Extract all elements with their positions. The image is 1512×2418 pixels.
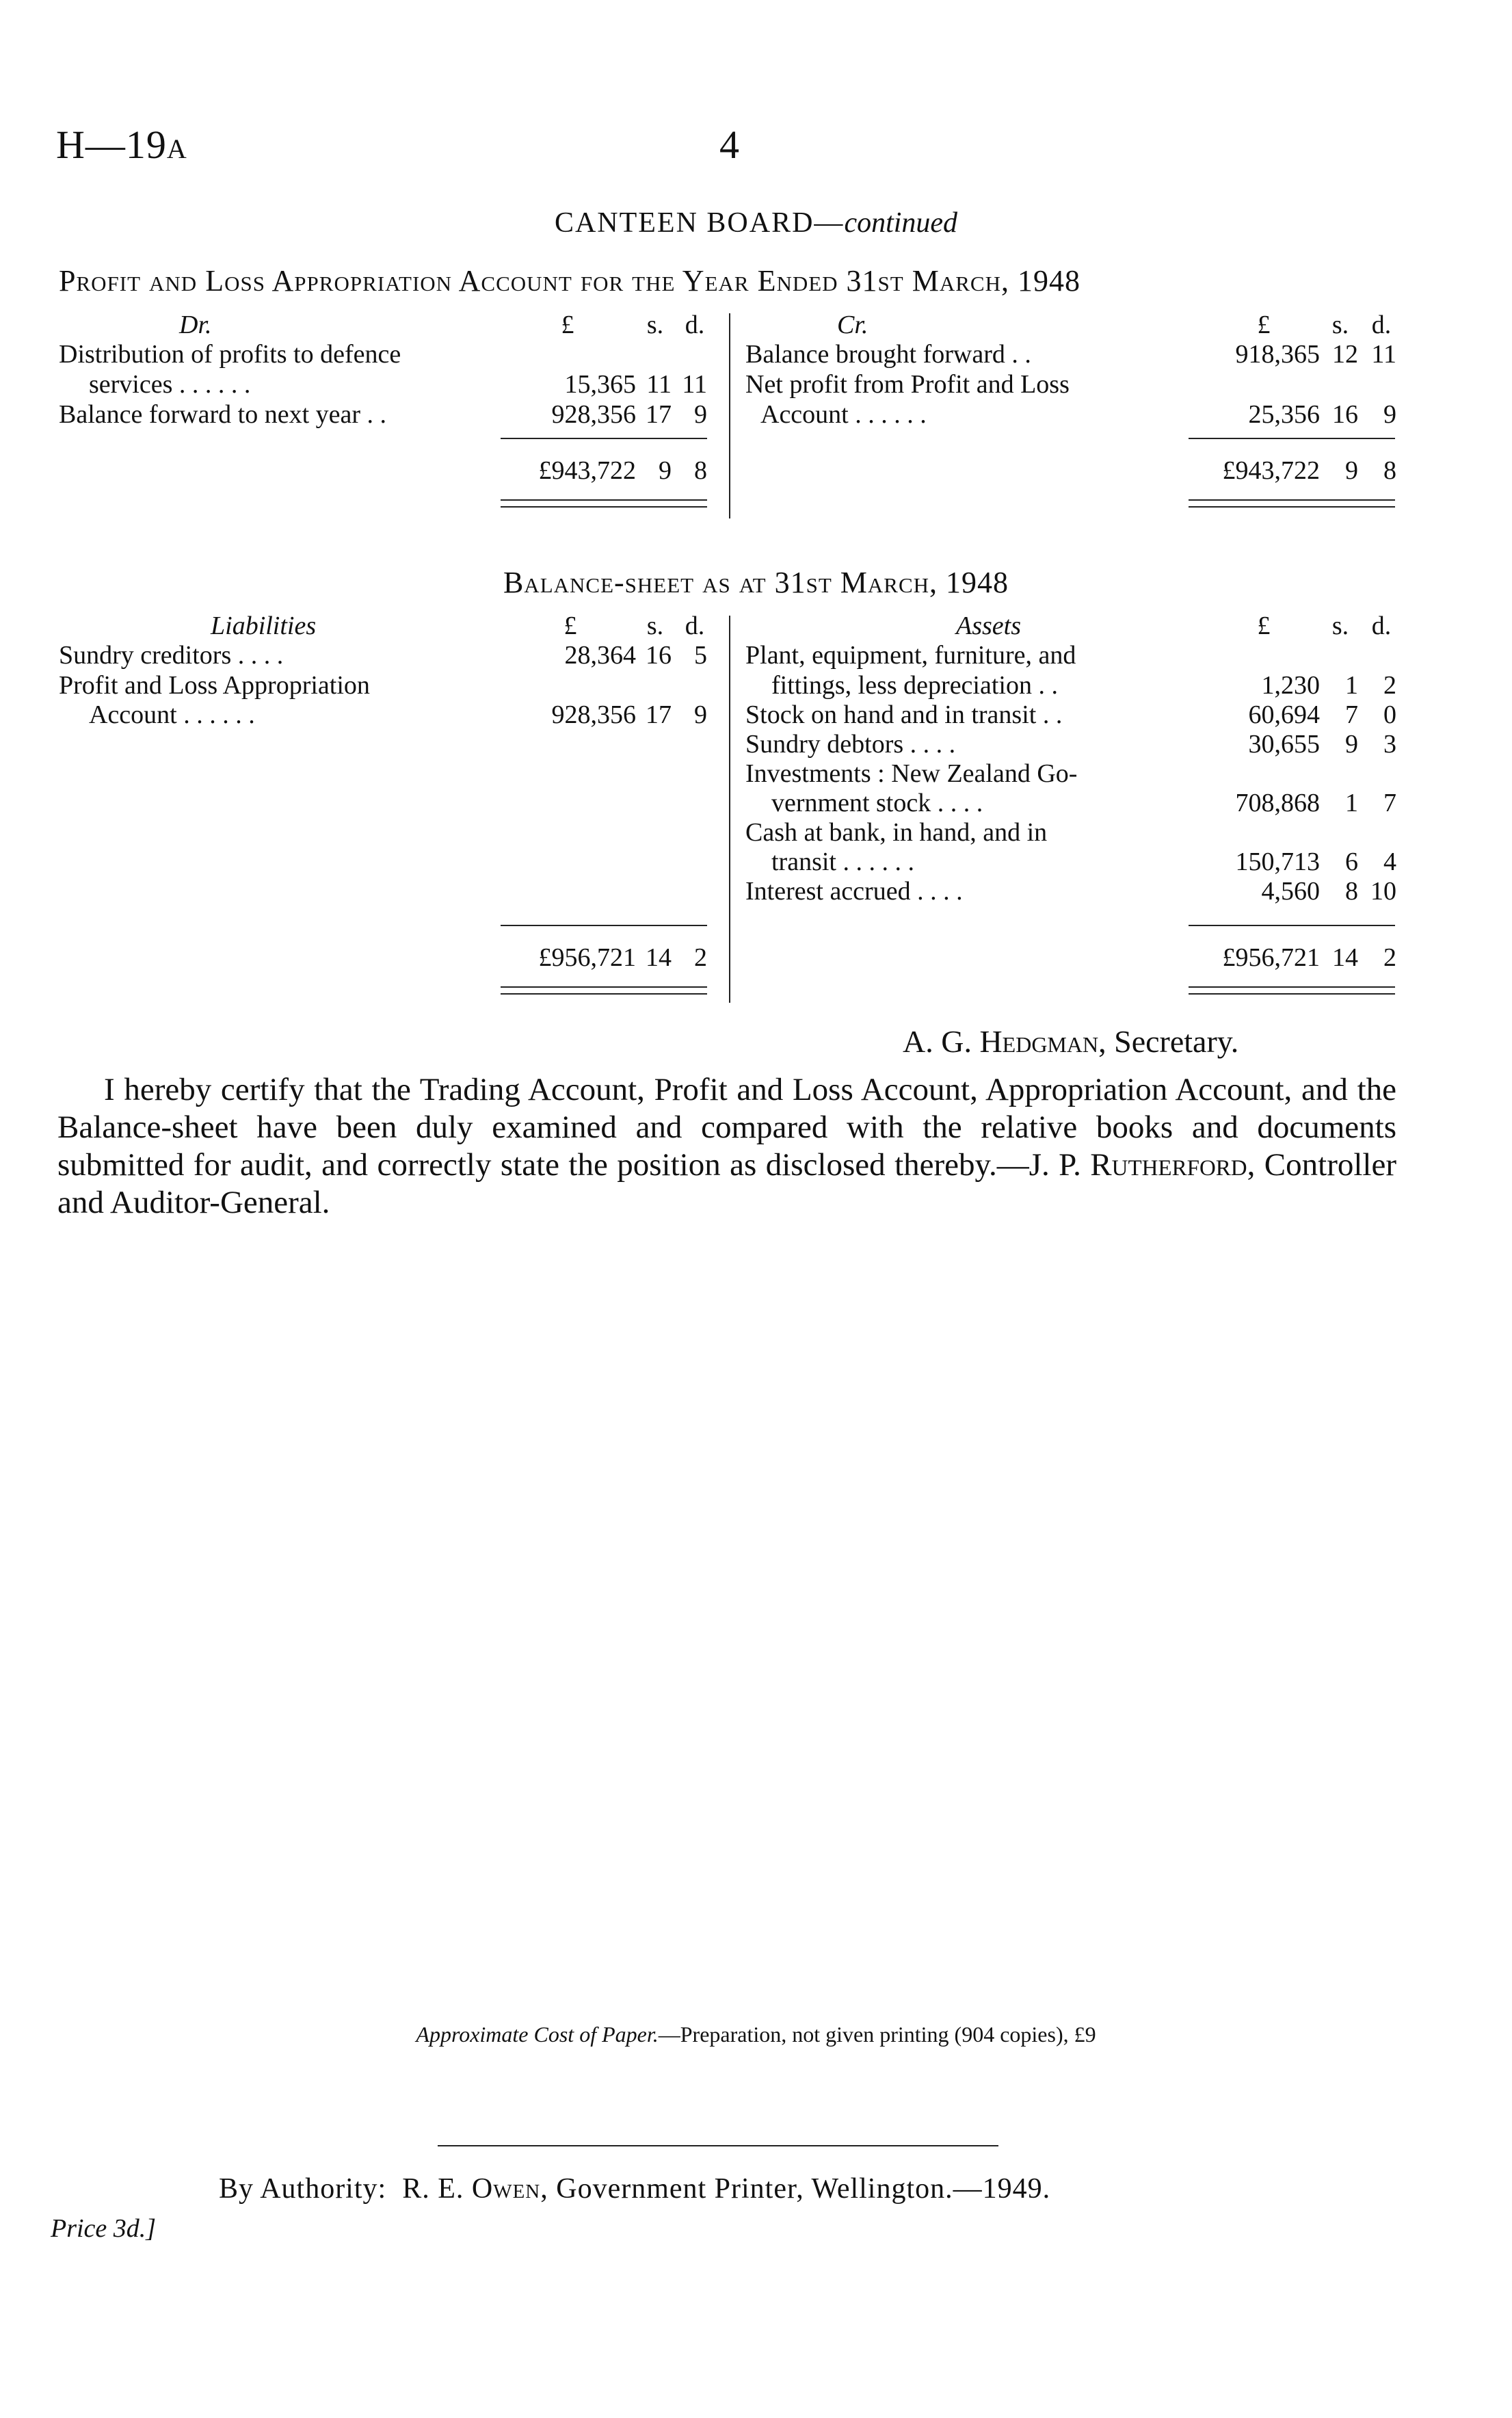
cr-total-rule-2 bbox=[1189, 506, 1395, 508]
asset-row-1-d: 2 bbox=[1383, 671, 1396, 700]
asset-row-3-s: 9 bbox=[1345, 730, 1358, 759]
dr-heading: Dr. bbox=[179, 311, 212, 339]
asset-row-1-line1: Plant, equipment, furniture, and bbox=[745, 641, 1076, 670]
asset-row-6-line1: Interest accrued . . . . bbox=[745, 877, 963, 906]
cr-row-1-d: 11 bbox=[1371, 340, 1396, 369]
auditor-role: , Controller and Auditor-General. bbox=[57, 1147, 1396, 1220]
dr-total-pound: £943,722 bbox=[538, 456, 636, 485]
board-title: CANTEEN BOARD—continued bbox=[554, 207, 958, 239]
asset-row-1-s: 1 bbox=[1345, 671, 1358, 700]
liab-col-d: d. bbox=[685, 612, 705, 640]
certificate-text: I hereby certify that the Trading Account, Profit and Loss Account, Appropriation Account, and the Balance-sheet have been duly examined and compared with the relative books and documents submitted for audit, and correctly state the position as disclosed thereby.— bbox=[57, 1072, 1396, 1183]
assets-subtotal-rule bbox=[1189, 925, 1395, 926]
asset-row-5-pound: 150,713 bbox=[1235, 847, 1320, 876]
cr-row-2-pound: 25,356 bbox=[1248, 400, 1320, 429]
dr-subtotal-rule bbox=[501, 438, 707, 439]
cr-row-2-s: 16 bbox=[1332, 400, 1358, 429]
cr-subtotal-rule bbox=[1189, 438, 1395, 439]
liab-col-s: s. bbox=[646, 612, 664, 640]
asset-row-5-d: 4 bbox=[1383, 847, 1396, 876]
dr-row-1-s: 11 bbox=[646, 370, 672, 399]
cr-total-rule-1 bbox=[1189, 499, 1395, 501]
asset-row-5-line2: transit . . . . . . bbox=[771, 847, 914, 876]
liabilities-heading: Liabilities bbox=[211, 612, 317, 640]
liab-row-1-d: 5 bbox=[694, 641, 707, 670]
cr-col-s: s. bbox=[1331, 311, 1349, 339]
cr-heading: Cr. bbox=[837, 311, 868, 339]
liab-total-rule-1 bbox=[501, 986, 707, 988]
asset-row-1-line2: fittings, less depreciation . . bbox=[771, 671, 1058, 700]
secretary-signature: A. G. Hedgman, Secretary. bbox=[903, 1024, 1239, 1059]
balance-sheet-title: Balance-sheet as at 31st March, 1948 bbox=[503, 566, 1009, 599]
dr-total-rule-1 bbox=[501, 499, 707, 501]
liab-total-pound: £956,721 bbox=[538, 943, 636, 972]
cr-row-1-pound: 918,365 bbox=[1235, 340, 1320, 369]
liab-row-2-line2: Account . . . . . . bbox=[89, 700, 255, 729]
pl-account-title: Profit and Loss Appropriation Account for the Year Ended 31st March, 1948 bbox=[59, 264, 1080, 298]
dr-row-1-line2: services . . . . . . bbox=[89, 370, 251, 399]
dr-row-2-line1: Balance forward to next year . . bbox=[59, 400, 387, 429]
assets-total-rule-2 bbox=[1189, 993, 1395, 995]
cr-total-pound: £943,722 bbox=[1222, 456, 1320, 485]
dr-row-1-d: 11 bbox=[682, 370, 707, 399]
asset-row-1-pound: 1,230 bbox=[1261, 671, 1320, 700]
cr-col-pound: £ bbox=[1257, 311, 1271, 339]
assets-col-s: s. bbox=[1331, 612, 1349, 640]
asset-row-4-line2: vernment stock . . . . bbox=[771, 789, 983, 817]
cr-col-d: d. bbox=[1371, 311, 1392, 339]
dr-total-rule-2 bbox=[501, 506, 707, 508]
asset-row-4-d: 7 bbox=[1383, 789, 1396, 817]
assets-col-pound: £ bbox=[1257, 612, 1271, 640]
dr-row-1-pound: 15,365 bbox=[564, 370, 636, 399]
dr-row-1-line1: Distribution of profits to defence bbox=[59, 340, 401, 369]
dr-total-d: 8 bbox=[694, 456, 707, 485]
cr-row-2-line1: Net profit from Profit and Loss bbox=[745, 370, 1070, 399]
cost-of-paper: Approximate Cost of Paper.—Preparation, not given printing (904 copies), £9 bbox=[416, 2022, 1096, 2047]
liab-col-pound: £ bbox=[563, 612, 577, 640]
asset-row-6-d: 10 bbox=[1370, 877, 1396, 906]
cr-total-s: 9 bbox=[1345, 456, 1358, 485]
cr-total-d: 8 bbox=[1383, 456, 1396, 485]
asset-row-3-pound: 30,655 bbox=[1248, 730, 1320, 759]
asset-row-3-d: 3 bbox=[1383, 730, 1396, 759]
asset-row-5-line1: Cash at bank, in hand, and in bbox=[745, 818, 1048, 847]
liab-total-s: 14 bbox=[646, 943, 672, 972]
liab-subtotal-rule bbox=[501, 925, 707, 926]
liab-total-d: 2 bbox=[694, 943, 707, 972]
dr-row-2-pound: 928,356 bbox=[551, 400, 636, 429]
asset-row-2-line1: Stock on hand and in transit . . bbox=[745, 700, 1063, 729]
assets-total-rule-1 bbox=[1189, 986, 1395, 988]
dr-col-d: d. bbox=[685, 311, 705, 339]
asset-row-3-line1: Sundry debtors . . . . bbox=[745, 730, 956, 759]
pl-center-divider bbox=[729, 313, 730, 518]
asset-row-4-pound: 708,868 bbox=[1235, 789, 1320, 817]
liab-total-rule-2 bbox=[501, 993, 707, 995]
asset-row-2-d: 0 bbox=[1383, 700, 1396, 729]
dr-total-s: 9 bbox=[659, 456, 672, 485]
assets-col-d: d. bbox=[1371, 612, 1392, 640]
cr-row-1-s: 12 bbox=[1332, 340, 1358, 369]
liab-row-2-d: 9 bbox=[694, 700, 707, 729]
asset-row-4-line1: Investments : New Zealand Go- bbox=[745, 759, 1078, 788]
auditor-certificate bbox=[57, 1071, 1396, 1222]
asset-row-6-s: 8 bbox=[1345, 877, 1358, 906]
document-code: H—19A bbox=[56, 122, 187, 167]
assets-total-pound: £956,721 bbox=[1222, 943, 1320, 972]
assets-heading: Assets bbox=[956, 612, 1021, 640]
asset-row-2-pound: 60,694 bbox=[1248, 700, 1320, 729]
assets-total-s: 14 bbox=[1332, 943, 1358, 972]
liab-row-2-s: 17 bbox=[646, 700, 672, 729]
assets-total-d: 2 bbox=[1383, 943, 1396, 972]
dr-row-2-d: 9 bbox=[694, 400, 707, 429]
dr-col-s: s. bbox=[646, 311, 664, 339]
liab-row-2-pound: 928,356 bbox=[551, 700, 636, 729]
asset-row-5-s: 6 bbox=[1345, 847, 1358, 876]
balance-center-divider bbox=[729, 616, 730, 1003]
page-number: 4 bbox=[719, 122, 739, 167]
dr-col-pound: £ bbox=[561, 311, 574, 339]
liab-row-1-s: 16 bbox=[646, 641, 672, 670]
cr-row-2-d: 9 bbox=[1383, 400, 1396, 429]
footer-rule bbox=[438, 2145, 998, 2146]
liab-row-1-line1: Sundry creditors . . . . bbox=[59, 641, 284, 670]
liab-row-2-line1: Profit and Loss Appropriation bbox=[59, 671, 370, 700]
asset-row-2-s: 7 bbox=[1345, 700, 1358, 729]
dr-row-2-s: 17 bbox=[646, 400, 672, 429]
liab-row-1-pound: 28,364 bbox=[564, 641, 636, 670]
cr-row-1-line1: Balance brought forward . . bbox=[745, 340, 1031, 369]
auditor-name: J. P. Rutherford bbox=[1029, 1147, 1247, 1183]
price: Price 3d.] bbox=[51, 2214, 157, 2243]
asset-row-6-pound: 4,560 bbox=[1261, 877, 1320, 906]
asset-row-4-s: 1 bbox=[1345, 789, 1358, 817]
cr-row-2-line2: Account . . . . . . bbox=[760, 400, 927, 429]
authority-line: By Authority: R. E. Owen, Government Printer, Wellington.—1949. bbox=[219, 2173, 1051, 2205]
